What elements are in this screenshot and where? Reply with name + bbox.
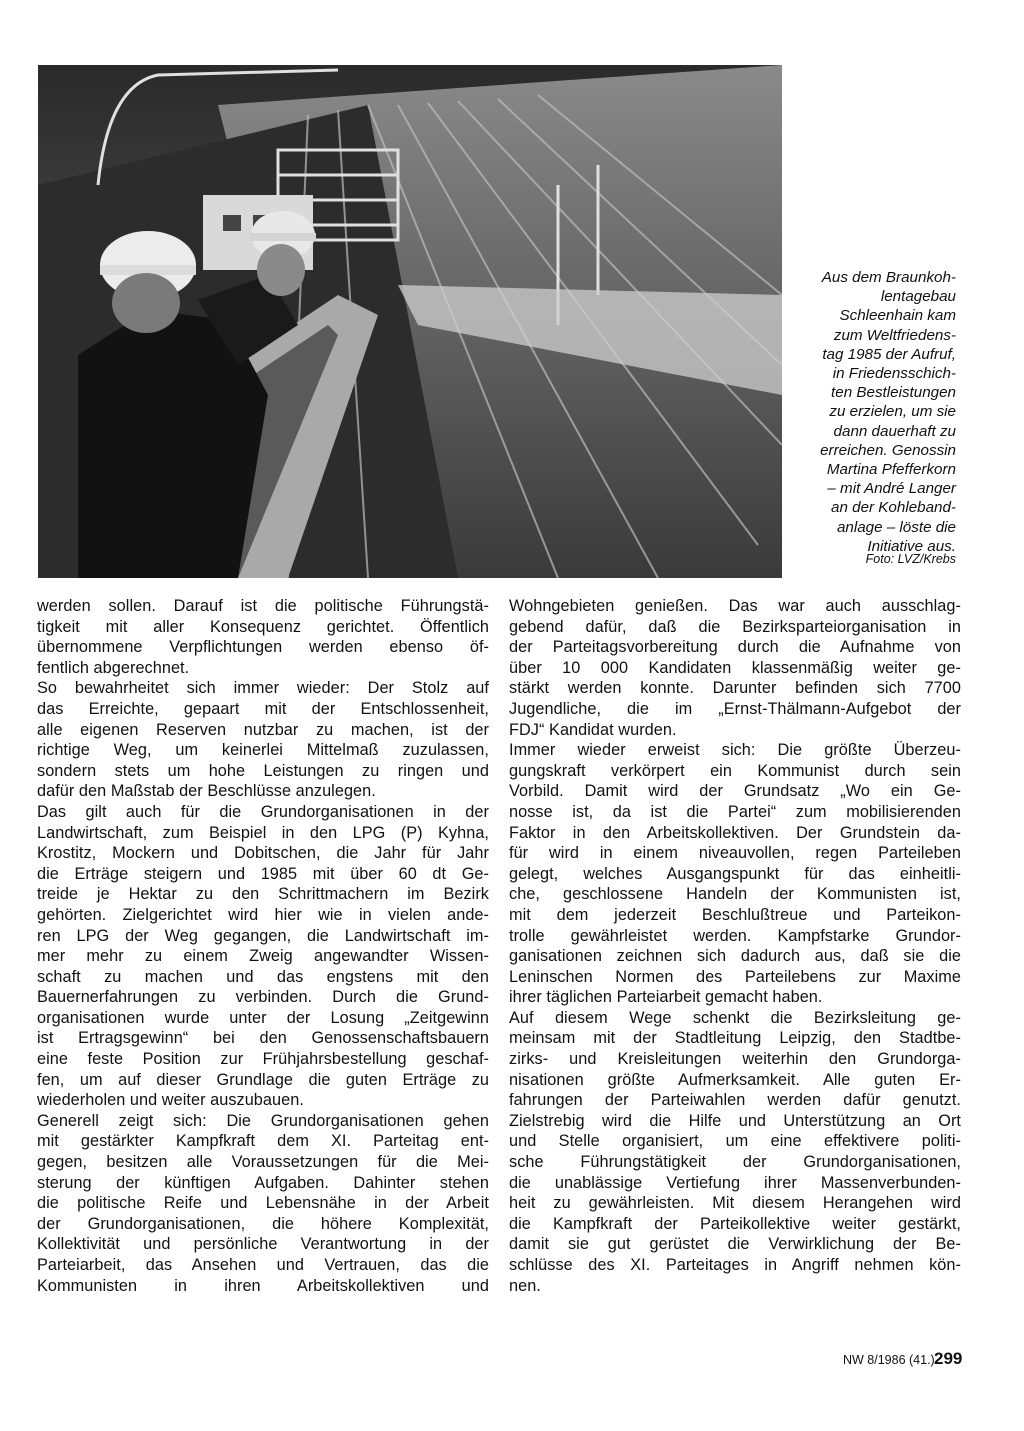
text-line: Krostitz, Mockern und Dobitschen, die Jahr für Jahr [37,844,489,863]
text-line: gebend dafür, daß die Bezirksparteiorganisation in [509,617,961,636]
text-line: und Stelle organisiert, um eine effektivere politi- [509,1132,961,1151]
text-line: mit dem jederzeit Beschlußtreue und Parteikon- [509,905,961,924]
text-line: So bewahrheitet sich immer wieder: Der Stolz auf [37,679,489,698]
text-line: gegen, besitzen alle Voraussetzungen für die Mei- [37,1153,489,1172]
text-line: sterung der künftigen Aufgaben. Dahinter stehen [37,1173,489,1192]
caption-line: Schleenhain kam [839,307,956,325]
text-line: Zielstrebig wird die Hilfe und Unterstützung an Ort [509,1111,961,1130]
issue-reference: NW 8/1986 (41.) [843,1353,935,1367]
text-line: Immer wieder erweist sich: Die größte Überzeu- [509,741,961,760]
article-column-left [37,596,489,1296]
caption-line: erreichen. Genossin [820,441,956,459]
text-line: heit zu gewährleisten. Mit diesem Herangehen wird [509,1194,961,1213]
text-line: organisationen wurde unter der Losung „Zeitgewinn [37,1008,489,1027]
text-line: damit sie gut gerüstet die Verwirklichung der Be- [509,1235,961,1254]
text-line: meinsam mit der Stadtleitung Leipzig, den Stadtbe- [509,1029,961,1048]
text-line: FDJ“ Kandidat wurden. [509,720,677,739]
text-line: übernommene Verpflichtungen werden ebenso öf- [37,638,489,657]
text-line: dafür den Maßstab der Beschlüsse anzulegen. [37,782,376,801]
text-line: ganisationen zeichnen sich dadurch aus, daß sie die [509,947,961,966]
text-line: Auf diesem Wege schenkt die Bezirksleitung ge- [509,1008,961,1027]
text-line: Kommunisten in ihren Arbeitskollektiven und [37,1276,489,1295]
text-line: richtige Weg, um keinerlei Mittelmaß zuzulassen, [37,741,489,760]
text-line: mit gestärkter Kampfkraft dem XI. Parteitag ent- [37,1132,489,1151]
caption-line: in Friedensschich- [832,365,956,383]
caption-line: dann dauerhaft zu [833,422,956,440]
text-line: für wird in einem niveauvollen, regen Parteileben [509,844,961,863]
text-line: Das gilt auch für die Grundorganisationen in der [37,802,489,821]
text-line: che, geschlossene Handeln der Kommunisten ist, [509,885,961,904]
text-line: werden sollen. Darauf ist die politische Führungstä- [37,597,489,615]
text-line: der Grundorganisationen, die höhere Komplexität, [37,1214,489,1233]
text-line: trolle gewährleistet werden. Kampfstarke Grundor- [509,926,961,945]
text-line: gelegt, welches Ausgangspunkt für das einheitli- [509,864,961,883]
caption-line: an der Kohleband- [831,499,956,517]
text-line: stärkt werden konnte. Darunter befinden sich 7700 [509,679,961,698]
text-line: Wohngebieten genießen. Das war auch ausschlag- [509,597,961,615]
caption-line: anlage – löste die [836,518,956,536]
caption-line: zum Weltfriedens- [833,326,956,344]
text-line: sondern stets um hohe Leistungen zu ringen und [37,761,489,780]
caption-line: – mit André Langer [827,480,956,498]
text-line: fen, um auf dieser Grundlage die guten Erträge zu [37,1070,489,1089]
caption-line: ten Bestleistungen [831,384,956,402]
text-line: Jugendliche, die im „Ernst-Thälmann-Aufgebot der [509,699,961,718]
caption-line: tag 1985 der Aufruf, [822,345,956,363]
text-line: der Parteitagsvorbereitung durch die Aufnahme von [509,638,961,657]
text-line: die politische Reife und Lebensnähe in der Arbeit [37,1194,489,1213]
text-line: Landwirtschaft, zum Beispiel in den LPG (P) Kyhna, [37,823,489,842]
text-line: mer mehr zu einem Zweig angewandter Wissen- [37,947,489,966]
text-line: ist Ertragsgewinn“ bei den Genossenschaftsbauern [37,1029,489,1048]
text-line: nen. [509,1276,541,1295]
text-line: Parteiarbeit, das Ansehen und Vertrauen, das die [37,1256,489,1274]
caption-line: zu erzielen, um sie [829,403,956,421]
page-number: 299 [934,1349,963,1368]
text-line: zirks- und Kreisleitungen weiterhin den Grundorga- [509,1050,961,1069]
caption-line: Martina Pfefferkorn [826,461,956,479]
text-line: schaft zu machen und das engstens mit den [37,967,489,986]
article-column-right [509,596,961,1296]
photo-credit: Foto: LVZ/Krebs [865,552,956,566]
text-line: alle eigenen Reserven nutzbar zu machen, ist der [37,720,489,739]
text-line: das Erreichte, gepaart mit der Entschlossenheit, [37,699,489,718]
text-line: die Kampfkraft der Parteikollektive weiter gestärkt, [509,1214,961,1233]
text-line: nosse ist, da ist die Partei“ zum mobilisierenden [509,802,961,821]
photo-lignite-mine-conveyor-icon [38,65,782,578]
caption-line: Initiative aus. [867,537,956,555]
caption-line: lentagebau [880,288,956,306]
text-line: fentlich abgerechnet. [37,658,190,677]
text-line: Leninschen Normen des Parteilebens zur Maxime [509,967,961,986]
text-line: die Erträge steigern und 1985 mit über 60 dt Ge- [37,864,489,883]
text-line: schlüsse des XI. Parteitages in Angriff nehmen kön- [509,1256,961,1274]
photo-caption [782,268,956,556]
text-line: die unablässige Vertiefung ihrer Massenverbunden- [509,1173,961,1192]
text-line: Vorbild. Damit wird der Grundsatz „Wo ein Ge- [509,782,961,801]
text-line: ren LPG der Weg gegangen, die Landwirtschaft im- [37,926,489,945]
text-line: nisationen größte Aufmerksamkeit. Alle guten Er- [509,1070,961,1089]
text-line: fahrungen der Parteiwahlen werden dafür genutzt. [509,1091,961,1110]
text-line: Bauernerfahrungen zu verbinden. Durch die Grund- [37,988,489,1007]
text-line: wiederholen und weiter auszubauen. [37,1091,304,1110]
text-line: ihrer täglichen Parteiarbeit gemacht haben. [509,988,823,1007]
article-photo [38,65,782,578]
caption-line: Aus dem Braunkoh- [821,269,956,286]
text-line: eine feste Position zur Frühjahrsbestellung geschaf- [37,1050,489,1069]
text-line: tigkeit mit aller Konsequenz gerichtet. Öffentlich [37,617,489,636]
text-line: treide je Hektar zu den Schrittmachern im Bezirk [37,885,489,904]
text-line: über 10 000 Kandidaten klassenmäßig weiter ge- [509,658,961,677]
text-line: Faktor in den Arbeitskollektiven. Der Grundstein da- [509,823,961,842]
text-line: Kollektivität und persönliche Verantwortung in der [37,1235,489,1254]
text-line: sche Führungstätigkeit der Grundorganisationen, [509,1153,961,1172]
text-line: gungskraft verkörpert ein Kommunist durch sein [509,761,961,780]
text-line: gehörten. Zielgerichtet wird hier wie in vielen ande- [37,905,489,924]
text-line: Generell zeigt sich: Die Grundorganisationen gehen [37,1111,489,1130]
